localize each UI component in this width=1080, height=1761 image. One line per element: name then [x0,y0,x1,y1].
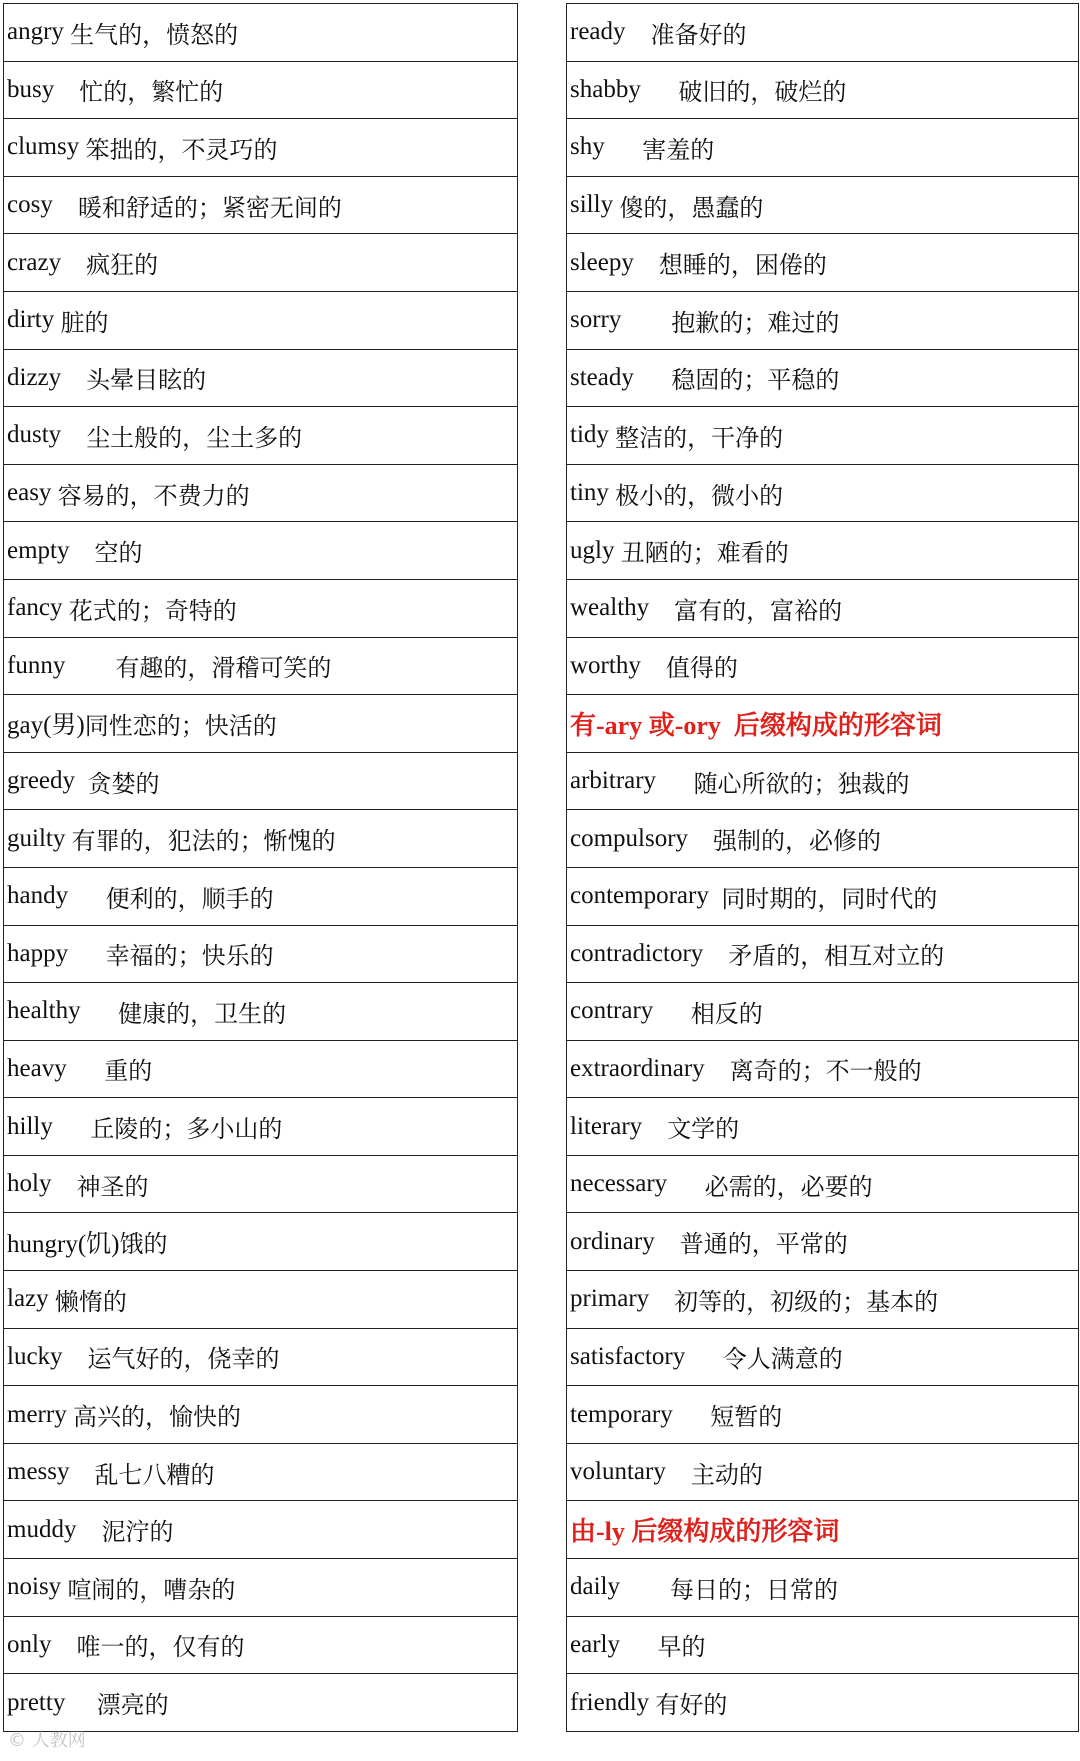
english-word: dirty [7,306,55,334]
vocab-row [4,810,517,868]
chinese-meaning: 有罪的，犯法的；惭愧的 [71,827,336,856]
chinese-meaning: 脏的 [60,308,109,337]
chinese-meaning: 富有的，富裕的 [674,596,843,625]
chinese-meaning: 破旧的，破烂的 [678,78,847,107]
word-gap [621,306,671,334]
chinese-meaning: 容易的，不费力的 [57,481,250,510]
chinese-meaning: 每日的；日常的 [670,1575,838,1604]
english-word: arbitrary [570,767,657,795]
chinese-meaning: 便利的，顺手的 [105,884,274,913]
right-word-table [566,3,1079,1732]
vocab-row [4,753,517,811]
word-gap [65,1689,96,1717]
english-word: happy [7,939,69,967]
english-word: ugly [570,536,615,564]
english-word: holy [7,1170,52,1198]
vocab-row [567,234,1078,292]
chinese-meaning: 稳固的；平稳的 [671,366,840,395]
vocab-row [4,695,517,753]
chinese-meaning: 抱歉的；难过的 [671,308,840,337]
word-gap [605,133,643,161]
chinese-meaning: 疯狂的 [86,251,159,280]
english-word: easy [7,479,52,507]
chinese-meaning: 贪婪的 [87,769,160,798]
chinese-meaning: 文学的 [667,1115,740,1144]
vocab-row [567,407,1078,465]
word-gap [655,1228,680,1256]
word-gap [61,364,86,392]
english-word: friendly [570,1688,650,1716]
word-gap [53,191,78,219]
vocab-row [567,1329,1078,1387]
english-word: tiny [570,479,609,507]
english-word: guilty [7,824,66,852]
word-gap [53,1113,91,1141]
chinese-meaning: 短暂的 [710,1403,783,1432]
word-gap [653,997,691,1025]
chinese-meaning: 准备好的 [650,20,747,49]
word-gap [70,537,95,565]
word-gap [634,364,672,392]
chinese-meaning: 漂亮的 [96,1691,169,1720]
vocab-row [567,1559,1078,1617]
english-word: fancy [7,594,63,622]
vocab-row [567,62,1078,120]
chinese-meaning: 生气的，愤怒的 [70,20,239,49]
chinese-meaning: 同性恋的；快活的 [84,711,277,740]
vocab-row [567,753,1078,811]
vocab-row [4,62,517,120]
chinese-meaning: 头晕目眩的 [86,366,207,395]
word-gap [626,18,651,46]
vocab-row [567,177,1078,235]
english-word: gay(男) [7,712,85,740]
english-word: contemporary [570,882,709,910]
english-word: angry [7,18,64,46]
word-gap [68,882,106,910]
chinese-meaning: 饿的 [119,1230,168,1259]
english-word: messy [7,1458,70,1486]
english-word: funny [7,651,66,679]
chinese-meaning: 有趣的，滑稽可笑的 [115,654,332,683]
english-word: worthy [570,651,641,679]
english-word: cosy [7,191,53,219]
english-word: only [7,1630,52,1658]
vocab-row [567,1617,1078,1675]
vocab-row [567,1674,1078,1732]
english-word: contrary [570,997,654,1025]
word-gap [620,1631,658,1659]
vocab-row [567,926,1078,984]
chinese-meaning: 傻的，愚蠢的 [619,193,764,222]
vocab-row [4,926,517,984]
vocab-row [567,522,1078,580]
word-gap [61,249,86,277]
chinese-meaning: 同时期的，同时代的 [721,884,938,913]
vocab-row [567,1386,1078,1444]
vocab-row [4,1617,517,1675]
chinese-meaning: 笨拙的，不灵巧的 [85,135,278,164]
vocab-row [567,1041,1078,1099]
vocab-row [567,868,1078,926]
word-gap [709,882,722,910]
vocab-row [4,119,517,177]
word-gap [67,1055,105,1083]
vocab-row [4,638,517,696]
english-word: handy [7,882,69,910]
english-word: steady [570,363,634,391]
english-word: extraordinary [570,1054,705,1082]
english-word: heavy [7,1054,67,1082]
chinese-meaning: 有好的 [655,1691,728,1720]
vocab-row [4,1041,517,1099]
english-word: crazy [7,248,62,276]
english-word: empty [7,536,70,564]
vocab-row [4,407,517,465]
english-word: early [570,1630,620,1658]
english-word: sleepy [570,248,634,276]
chinese-meaning: 令人满意的 [722,1345,843,1374]
vocab-row [567,4,1078,62]
english-word: primary [570,1285,650,1313]
word-gap [634,249,659,277]
chinese-meaning: 害羞的 [642,135,715,164]
vocab-row [567,983,1078,1041]
chinese-meaning: 健康的，卫生的 [118,999,287,1028]
vocab-row [567,1213,1078,1271]
vocab-row [4,4,517,62]
chinese-meaning: 暖和舒适的；紧密无间的 [77,193,342,222]
vocab-row [4,1674,517,1732]
word-gap [620,1573,670,1601]
vocab-row [4,465,517,523]
english-word: muddy [7,1515,77,1543]
word-gap [76,1516,101,1544]
english-word: dusty [7,421,62,449]
vocab-row [567,580,1078,638]
english-word: shabby [570,75,641,103]
vocab-row [567,350,1078,408]
section-heading: 由-ly 后缀构成的形容词 [567,1501,1078,1559]
english-word: daily [570,1573,620,1601]
chinese-meaning: 尘土般的，尘土多的 [86,423,303,452]
word-gap [65,652,115,680]
vocab-row [567,465,1078,523]
word-gap [51,1631,76,1659]
section-heading: 有-ary 或-ory 后缀构成的形容词 [567,695,1078,753]
english-word: noisy [7,1573,62,1601]
vocab-row [4,1501,517,1559]
word-gap [70,1458,95,1486]
vocab-row [567,119,1078,177]
vocab-row [567,1098,1078,1156]
word-gap [51,1170,76,1198]
vocab-row [4,234,517,292]
english-word: contradictory [570,939,704,967]
english-word: lazy [7,1285,49,1313]
english-word: ready [570,18,626,46]
vocab-row [4,1271,517,1329]
chinese-meaning: 乱七八糟的 [94,1460,215,1489]
vocab-row [567,292,1078,350]
vocab-row [4,983,517,1041]
word-gap [705,1055,730,1083]
word-gap [61,421,86,449]
word-gap [75,767,88,795]
chinese-meaning: 神圣的 [76,1172,149,1201]
vocab-row [4,177,517,235]
chinese-meaning: 主动的 [690,1460,763,1489]
vocab-row [4,292,517,350]
vocab-row [4,1156,517,1214]
english-word: ordinary [570,1227,655,1255]
word-gap [688,825,713,853]
word-gap [642,1113,667,1141]
english-word: necessary [570,1170,668,1198]
vocab-row [4,580,517,638]
vocab-row [567,1444,1078,1502]
word-gap [63,1343,88,1371]
chinese-meaning: 强制的，必修的 [713,827,882,856]
chinese-meaning: 整洁的，干净的 [615,423,784,452]
word-gap [641,76,679,104]
word-gap [667,1170,705,1198]
vocab-row [4,868,517,926]
chinese-meaning: 早的 [657,1633,706,1662]
english-word: voluntary [570,1458,666,1486]
english-word: clumsy [7,133,80,161]
chinese-meaning: 离奇的；不一般的 [729,1057,922,1086]
word-gap [685,1343,723,1371]
chinese-meaning: 运气好的，侥幸的 [87,1345,280,1374]
chinese-meaning: 喧闹的，嘈杂的 [67,1575,236,1604]
vocab-row [4,1444,517,1502]
chinese-meaning: 必需的，必要的 [704,1172,873,1201]
vocab-row [4,1213,517,1271]
chinese-meaning: 初等的，初级的；基本的 [674,1287,939,1316]
vocab-row [4,1386,517,1444]
vocab-row [4,350,517,408]
english-word: pretty [7,1688,66,1716]
vocab-row [4,522,517,580]
vocab-row [4,1098,517,1156]
english-word: satisfactory [570,1342,686,1370]
chinese-meaning: 矛盾的，相互对立的 [728,942,945,971]
english-word: temporary [570,1400,673,1428]
chinese-meaning: 想睡的，困倦的 [658,251,827,280]
word-gap [68,940,106,968]
english-word: hungry(饥) [7,1230,120,1258]
english-word: sorry [570,306,622,334]
chinese-meaning: 泥泞的 [101,1518,174,1547]
word-gap [703,940,728,968]
left-word-table [3,3,518,1732]
word-gap [54,76,79,104]
watermark: © 人教网 [8,1730,86,1751]
english-word: merry [7,1400,67,1428]
word-gap [656,767,694,795]
chinese-meaning: 极小的，微小的 [615,481,784,510]
english-word: silly [570,191,614,219]
english-word: greedy [7,767,76,795]
chinese-meaning: 花式的；奇特的 [68,596,237,625]
english-word: busy [7,75,55,103]
vocab-row [4,1329,517,1387]
chinese-meaning: 重的 [104,1057,153,1086]
word-gap [81,997,119,1025]
vocab-row [567,810,1078,868]
word-gap [649,1285,674,1313]
vocab-row [4,1559,517,1617]
chinese-meaning: 值得的 [665,654,738,683]
vocab-row [567,1271,1078,1329]
english-word: compulsory [570,824,689,852]
word-gap [673,1401,711,1429]
english-word: lucky [7,1342,63,1370]
vocab-row [567,1156,1078,1214]
english-word: shy [570,133,605,161]
english-word: wealthy [570,594,650,622]
chinese-meaning: 高兴的，愉快的 [72,1403,241,1432]
vocab-row [567,638,1078,696]
chinese-meaning: 忙的，繁忙的 [79,78,224,107]
word-gap [641,652,666,680]
chinese-meaning: 唯一的，仅有的 [76,1633,245,1662]
chinese-meaning: 丑陋的；难看的 [620,539,789,568]
english-word: healthy [7,997,81,1025]
english-word: hilly [7,1112,53,1140]
chinese-meaning: 幸福的；快乐的 [105,942,274,971]
chinese-meaning: 丘陵的；多小山的 [90,1115,283,1144]
chinese-meaning: 空的 [94,539,143,568]
english-word: dizzy [7,363,62,391]
word-gap [666,1458,691,1486]
chinese-meaning: 懒惰的 [54,1287,127,1316]
word-gap [649,594,674,622]
chinese-meaning: 随心所欲的；独裁的 [693,769,910,798]
english-word: literary [570,1112,643,1140]
chinese-meaning: 普通的，平常的 [679,1230,848,1259]
english-word: tidy [570,421,609,449]
chinese-meaning: 相反的 [690,999,763,1028]
